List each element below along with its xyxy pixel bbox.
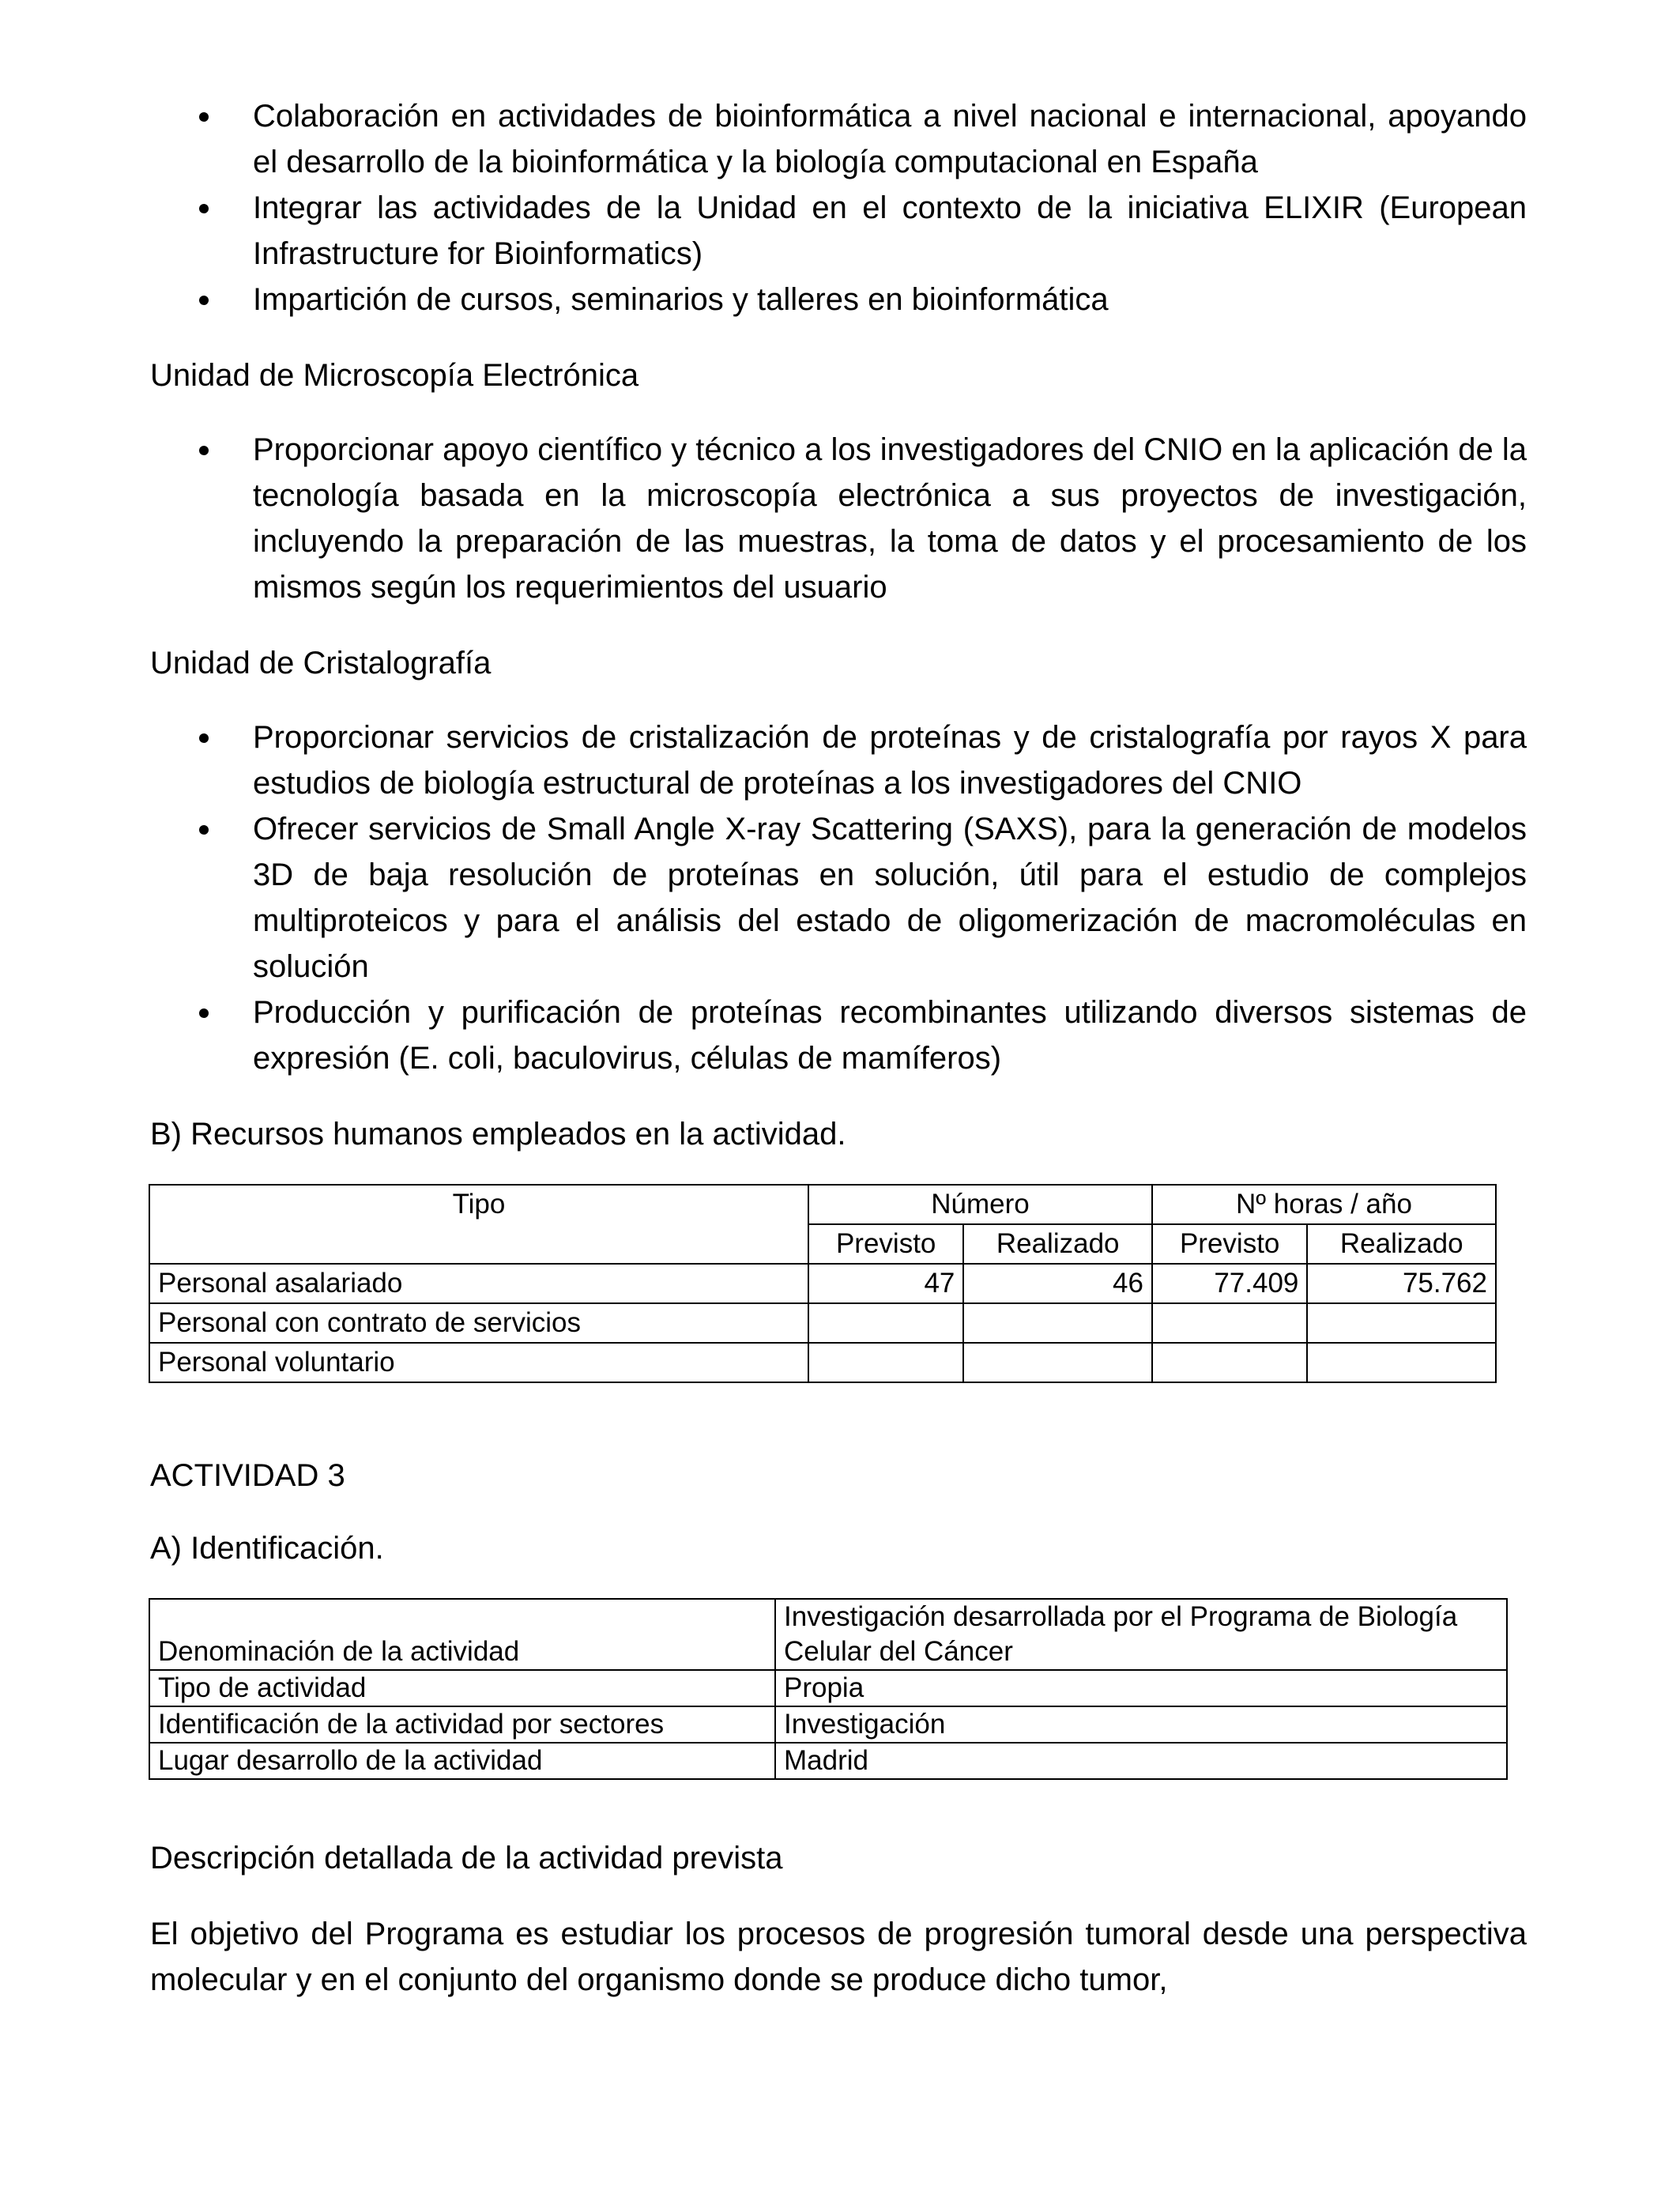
cell-key: Identificación de la actividad por sectores	[149, 1706, 775, 1743]
bullet-text: Producción y purificación de proteínas recombinantes utilizando diversos sistemas de expresión (E. coli, baculovirus, células de mamíferos)	[253, 995, 1527, 1076]
cell-horas-realizado: 75.762	[1307, 1264, 1496, 1303]
subheader-horas-realizado: Realizado	[1307, 1224, 1496, 1264]
cell-horas-realizado	[1307, 1343, 1496, 1382]
table-header-row	[149, 1185, 1496, 1224]
bullet-icon	[199, 825, 209, 835]
list-item	[150, 806, 1527, 990]
bioinfo-bullet-list	[150, 93, 1527, 322]
description-paragraph: El objetivo del Programa es estudiar los procesos de progresión tumoral desde una perspectiva molecular y en el conjunto del organismo donde se produce dicho tumor,	[150, 1917, 1527, 1997]
list-item	[150, 93, 1527, 185]
human-resources-table	[149, 1184, 1497, 1383]
activity3-title: ACTIVIDAD 3	[150, 1458, 345, 1493]
bullet-text: Ofrecer servicios de Small Angle X-ray Scattering (SAXS), para la generación de modelos 3D de baja resolución de proteínas en solución, útil para el estudio de complejos multiproteicos y para el análisis del estado de oligomerización de macromoléculas en solución	[253, 812, 1527, 984]
identification-heading: A) Identificación.	[150, 1531, 384, 1566]
cell-num-previsto	[808, 1303, 963, 1343]
cell-num-previsto	[808, 1343, 963, 1382]
cell-key: Tipo de actividad	[149, 1670, 775, 1706]
bullet-text: Impartición de cursos, seminarios y talleres en bioinformática	[253, 282, 1109, 317]
crystallography-heading: Unidad de Cristalografía	[150, 646, 492, 680]
cell-num-realizado	[963, 1343, 1152, 1382]
subheader-numero-previsto: Previsto	[808, 1224, 963, 1264]
subheader-horas-previsto: Previsto	[1152, 1224, 1307, 1264]
human-resources-heading: B) Recursos humanos empleados en la actividad.	[150, 1117, 846, 1152]
cell-horas-previsto	[1152, 1303, 1307, 1343]
table-row	[149, 1264, 1496, 1303]
header-numero: Número	[808, 1185, 1152, 1224]
list-item	[150, 990, 1527, 1081]
cell-value: Investigación desarrollada por el Programa de Biología Celular del Cáncer	[775, 1599, 1507, 1670]
bullet-text: Proporcionar servicios de cristalización de proteínas y de cristalografía por rayos X para estudios de biología estructural de proteínas a los investigadores del CNIO	[253, 720, 1527, 801]
list-item	[150, 277, 1527, 322]
list-item	[150, 714, 1527, 806]
header-tipo: Tipo	[149, 1185, 808, 1264]
cell-tipo: Personal asalariado	[149, 1264, 808, 1303]
cell-horas-realizado	[1307, 1303, 1496, 1343]
cell-num-realizado: 46	[963, 1264, 1152, 1303]
bullet-icon	[199, 446, 209, 455]
bullet-text: Integrar las actividades de la Unidad en el contexto de la iniciativa ELIXIR (European Infrastructure for Bioinformatics)	[253, 190, 1527, 271]
bullet-icon	[199, 204, 209, 213]
table-row	[149, 1706, 1507, 1743]
cell-num-realizado	[963, 1303, 1152, 1343]
cell-key: Lugar desarrollo de la actividad	[149, 1743, 775, 1779]
cell-horas-previsto	[1152, 1343, 1307, 1382]
identification-table	[149, 1598, 1508, 1780]
microscopy-bullet-list	[150, 427, 1527, 610]
cell-num-previsto: 47	[808, 1264, 963, 1303]
bullet-text: Colaboración en actividades de bioinformática a nivel nacional e internacional, apoyando el desarrollo de la bioinformática y la biología computacional en España	[253, 99, 1527, 179]
cell-tipo: Personal voluntario	[149, 1343, 808, 1382]
bullet-icon	[199, 296, 209, 305]
table-row	[149, 1303, 1496, 1343]
document-content	[150, 93, 1527, 2003]
table-row	[149, 1743, 1507, 1779]
table-row	[149, 1599, 1507, 1670]
bullet-text: Proporcionar apoyo científico y técnico a los investigadores del CNIO en la aplicación de la tecnología basada en la microscopía electrónica a sus proyectos de investigación, incluyendo la preparación de las muestras, la toma de datos y el procesamiento de los mismos según los requerimientos del usuario	[253, 432, 1527, 605]
cell-tipo: Personal con contrato de servicios	[149, 1303, 808, 1343]
header-horas: Nº horas / año	[1152, 1185, 1496, 1224]
bullet-icon	[199, 1008, 209, 1018]
cell-value: Propia	[775, 1670, 1507, 1706]
description-heading: Descripción detallada de la actividad prevista	[150, 1841, 783, 1875]
list-item	[150, 427, 1527, 610]
cell-value: Madrid	[775, 1743, 1507, 1779]
cell-horas-previsto: 77.409	[1152, 1264, 1307, 1303]
table-row	[149, 1670, 1507, 1706]
subheader-numero-realizado: Realizado	[963, 1224, 1152, 1264]
cell-key: Denominación de la actividad	[149, 1599, 775, 1670]
bullet-icon	[199, 733, 209, 743]
crystallography-bullet-list	[150, 714, 1527, 1081]
cell-value: Investigación	[775, 1706, 1507, 1743]
list-item	[150, 185, 1527, 277]
bullet-icon	[199, 112, 209, 122]
table-row	[149, 1343, 1496, 1382]
microscopy-heading: Unidad de Microscopía Electrónica	[150, 358, 639, 393]
